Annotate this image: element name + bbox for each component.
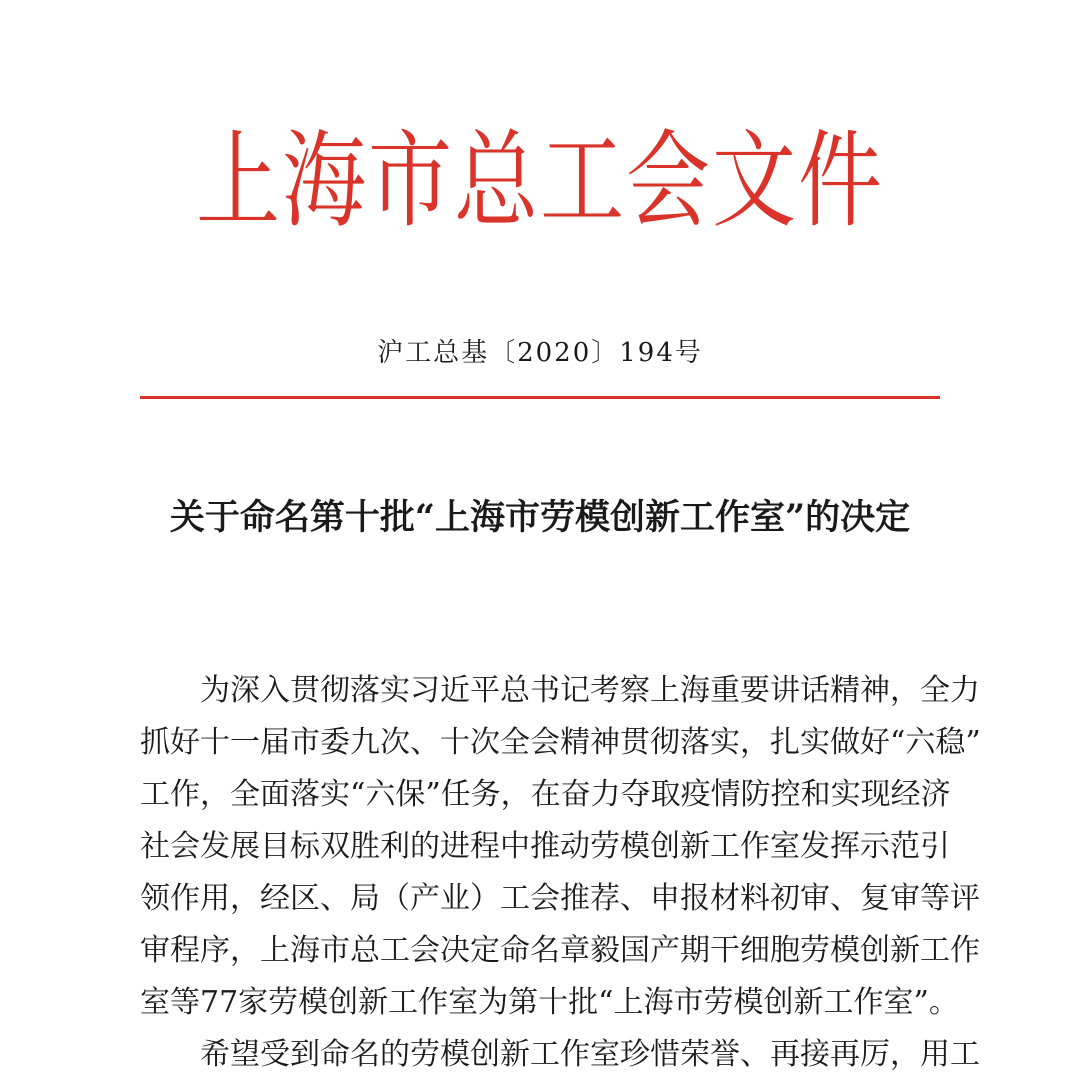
red-divider xyxy=(140,396,940,399)
body-line: 审程序，上海市总工会决定命名章毅国产期干细胞劳模创新工作 xyxy=(140,933,980,968)
body-line: 领作用，经区、局（产业）工会推荐、申报材料初审、复审等评 xyxy=(140,881,980,916)
body-line: 室等77家劳模创新工作室为第十批“上海市劳模创新工作室”。 xyxy=(140,985,959,1020)
document-number: 沪工总基〔2020〕194号 xyxy=(377,338,703,368)
body-line: 希望受到命名的劳模创新工作室珍惜荣誉、再接再厉，用工 xyxy=(200,1037,980,1072)
body-line: 抓好十一届市委九次、十次全会精神贯彻落实，扎实做好“六稳” xyxy=(140,725,981,760)
body-text xyxy=(140,665,981,1081)
body-line: 为深入贯彻落实习近平总书记考察上海重要讲话精神，全力 xyxy=(200,673,980,708)
masthead-title: 上海市总工会文件 xyxy=(195,119,884,242)
body-line: 工作，全面落实“六保”任务，在奋力夺取疫情防控和实现经济 xyxy=(140,777,951,812)
document-title: 关于命名第十批“上海市劳模创新工作室”的决定 xyxy=(169,497,911,538)
body-line: 社会发展目标双胜利的进程中推动劳模创新工作室发挥示范引 xyxy=(140,829,950,864)
